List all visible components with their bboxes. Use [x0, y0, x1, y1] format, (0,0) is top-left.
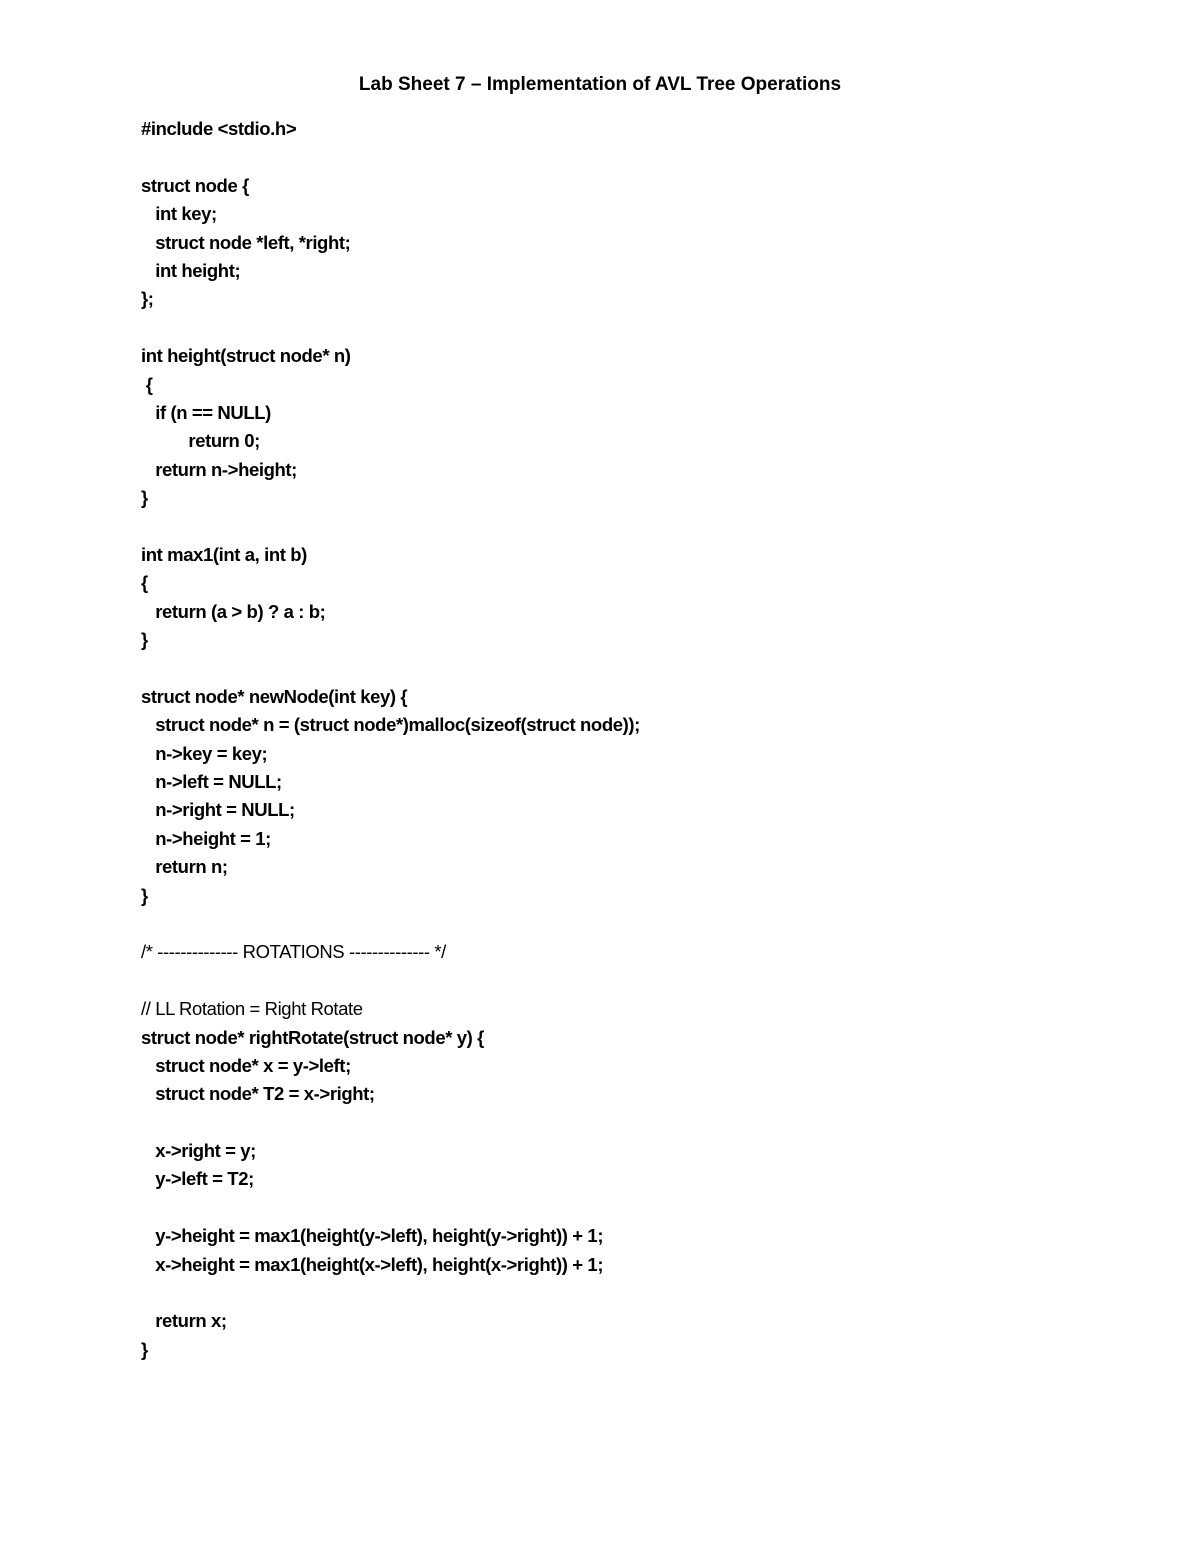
- code-line: {: [141, 572, 148, 594]
- blank-line: [141, 910, 1121, 938]
- code-line: return x;: [141, 1310, 227, 1332]
- code-line: struct node {: [141, 174, 249, 196]
- code-line: y->height = max1(height(y->left), height(y->right)) + 1;: [141, 1225, 604, 1247]
- code-listing: [141, 115, 1121, 1364]
- blank-line: [141, 143, 1121, 171]
- code-line: return 0;: [141, 430, 260, 452]
- code-line: }: [141, 487, 148, 509]
- blank-line: [141, 512, 1121, 540]
- page-title: Lab Sheet 7 – Implementation of AVL Tree Operations: [358, 74, 842, 95]
- code-line: #include <stdio.h>: [141, 118, 297, 139]
- code-line: n->right = NULL;: [141, 799, 295, 821]
- blank-line: [141, 314, 1121, 342]
- blank-line: [141, 967, 1121, 995]
- code-line: struct node *left, *right;: [141, 231, 351, 253]
- code-line: int height;: [141, 259, 241, 281]
- code-line: return n;: [141, 856, 228, 878]
- code-line: /* -------------- ROTATIONS -------------- */: [141, 941, 446, 963]
- code-line: int max1(int a, int b): [141, 543, 307, 565]
- code-line: };: [141, 288, 154, 310]
- code-line: int height(struct node* n): [141, 345, 351, 367]
- code-line: y->left = T2;: [141, 1168, 254, 1190]
- code-line: struct node* n = (struct node*)malloc(sizeof(struct node));: [141, 714, 640, 736]
- code-line: {: [141, 373, 153, 395]
- blank-line: [141, 1109, 1121, 1137]
- code-line: struct node* rightRotate(struct node* y) {: [141, 1026, 484, 1048]
- code-line: n->key = key;: [141, 742, 268, 764]
- code-line: }: [141, 884, 148, 906]
- blank-line: [141, 1194, 1121, 1222]
- blank-line: [141, 654, 1121, 682]
- code-line: x->height = max1(height(x->left), height(x->right)) + 1;: [141, 1253, 604, 1275]
- code-line: struct node* T2 = x->right;: [141, 1083, 375, 1105]
- blank-line: [141, 1279, 1121, 1307]
- code-line: n->left = NULL;: [141, 770, 282, 792]
- code-line: struct node* x = y->left;: [141, 1054, 351, 1076]
- code-line: int key;: [141, 203, 217, 225]
- code-line: }: [141, 629, 148, 651]
- code-line: if (n == NULL): [141, 401, 271, 423]
- code-line: return (a > b) ? a : b;: [141, 600, 326, 622]
- code-line: x->right = y;: [141, 1140, 256, 1162]
- code-line: // LL Rotation = Right Rotate: [141, 998, 363, 1020]
- code-line: n->height = 1;: [141, 827, 271, 849]
- code-line: }: [141, 1338, 148, 1360]
- code-line: struct node* newNode(int key) {: [141, 685, 408, 707]
- code-line: return n->height;: [141, 458, 297, 480]
